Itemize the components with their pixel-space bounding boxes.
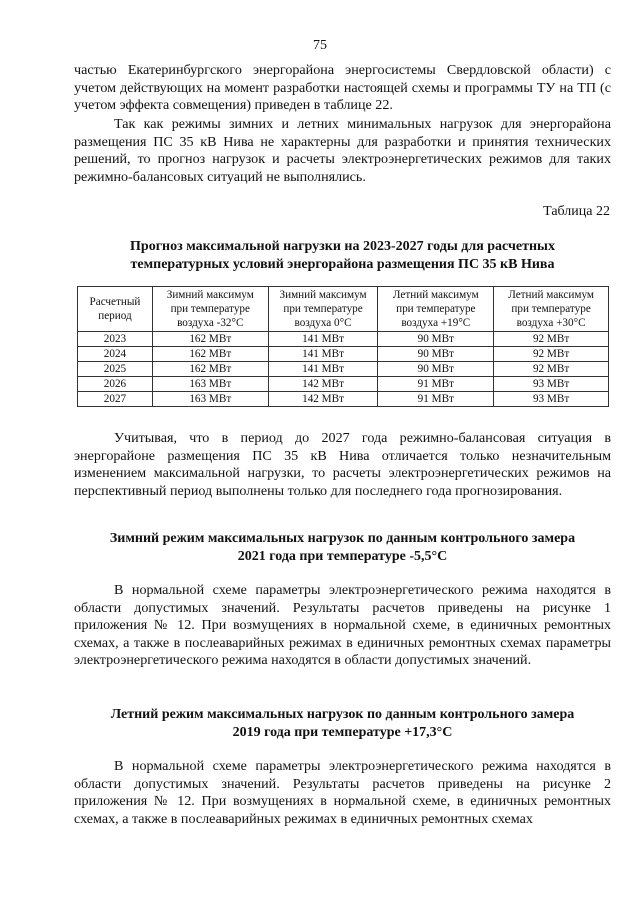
- table-header-row: [78, 287, 609, 332]
- cell-year: 2025: [78, 362, 153, 377]
- cell-winter-0: 141 МВт: [268, 332, 378, 347]
- table-row: [78, 347, 609, 362]
- header-winter-0-line-2: при температуре: [283, 303, 363, 315]
- cell-summer-30: 92 МВт: [494, 362, 609, 377]
- cell-winter-32: 163 МВт: [152, 377, 268, 392]
- table-row: [78, 377, 609, 392]
- header-winter-0-line-3: воздуха 0°С: [294, 317, 352, 329]
- cell-summer-30: 92 МВт: [494, 332, 609, 347]
- cell-winter-0: 141 МВт: [268, 347, 378, 362]
- header-period: [78, 287, 153, 332]
- cell-summer-30: 93 МВт: [494, 392, 609, 407]
- load-forecast-table: [77, 286, 609, 407]
- heading-winter-line-1: Зимний режим максимальных нагрузок по данным контрольного замера: [109, 531, 576, 546]
- cell-summer-30: 93 МВт: [494, 377, 609, 392]
- header-period-line-2: период: [98, 310, 132, 322]
- heading-summer-regime: [74, 706, 611, 741]
- cell-winter-0: 141 МВт: [268, 362, 378, 377]
- paragraph-intro-continuation: частью Екатеринбургского энергорайона энергосистемы Свердловской области) с учетом действующих на момент разработки настоящей схемы и программы ТУ на ТП (с учетом эффекта совмещения) приведен в таблице 22.: [74, 62, 611, 114]
- header-summer-30-line-1: Летний максимум: [508, 289, 594, 301]
- header-summer-19-line-2: при температуре: [396, 303, 476, 315]
- cell-summer-19: 91 МВт: [378, 377, 494, 392]
- table-title: [74, 238, 611, 273]
- heading-winter-regime: [74, 530, 611, 565]
- cell-year: 2026: [78, 377, 153, 392]
- header-summer-19-line-3: воздуха +19°С: [401, 317, 471, 329]
- heading-summer-line-1: Летний режим максимальных нагрузок по данным контрольного замера: [110, 707, 575, 722]
- cell-year: 2023: [78, 332, 153, 347]
- header-summer-19-line-1: Летний максимум: [392, 289, 479, 301]
- cell-summer-19: 90 МВт: [378, 362, 494, 377]
- cell-winter-0: 142 МВт: [268, 377, 378, 392]
- paragraph-perspective: Учитывая, что в период до 2027 года режимно-балансовая ситуация в энергорайоне размещения ПС 35 кВ Нива отличается только незначительным изменением максимальной нагрузки, то расчеты электроэнергетических режимов на перспективный период выполнены только для последнего года прогнозирования.: [74, 430, 611, 499]
- page-number: 75: [313, 38, 327, 53]
- header-winter-32-line-2: при температуре: [170, 303, 250, 315]
- header-summer-30-line-2: при температуре: [511, 303, 591, 315]
- heading-summer-line-2: 2019 года при температуре +17,3°С: [232, 724, 453, 740]
- cell-winter-32: 163 МВт: [152, 392, 268, 407]
- cell-winter-0: 142 МВт: [268, 392, 378, 407]
- cell-winter-32: 162 МВт: [152, 332, 268, 347]
- table-row: [78, 332, 609, 347]
- table-title-line-2: температурных условий энергорайона размещения ПС 35 кВ Нива: [130, 256, 555, 272]
- header-winter-32-line-3: воздуха -32°С: [177, 317, 244, 329]
- header-winter-32: [152, 287, 268, 332]
- cell-winter-32: 162 МВт: [152, 362, 268, 377]
- paragraph-summer-results: В нормальной схеме параметры электроэнергетического режима находятся в области допустимых значений. Результаты расчетов приведены на рисунке 2 приложения № 12. При возмущениях в нормальной схеме, в единичных ремонтных схемах, а также в послеаварийных режимах в единичных ремонтных схемах: [74, 758, 611, 827]
- cell-winter-32: 162 МВт: [152, 347, 268, 362]
- heading-winter-line-2: 2021 года при температуре -5,5°С: [237, 548, 448, 564]
- header-summer-19: [378, 287, 494, 332]
- header-summer-30: [494, 287, 609, 332]
- cell-year: 2024: [78, 347, 153, 362]
- cell-year: 2027: [78, 392, 153, 407]
- table-label: Таблица 22: [543, 204, 610, 219]
- cell-summer-19: 91 МВт: [378, 392, 494, 407]
- header-winter-32-line-1: Зимний максимум: [166, 289, 254, 301]
- paragraph-winter-results: В нормальной схеме параметры электроэнергетического режима находятся в области допустимых значений. Результаты расчетов приведены на рисунке 1 приложения № 12. При возмущениях в нормальной схеме, в единичных ремонтных схемах, а также в послеаварийных режимах в единичных ремонтных схемах параметры электроэнергетического режима находятся в области допустимых значений.: [74, 582, 611, 669]
- cell-summer-19: 90 МВт: [378, 347, 494, 362]
- header-summer-30-line-3: воздуха +30°С: [516, 317, 586, 329]
- table-row: [78, 362, 609, 377]
- table-row: [78, 392, 609, 407]
- table-title-line-1: Прогноз максимальной нагрузки на 2023-2027 годы для расчетных: [130, 239, 555, 254]
- header-period-line-1: Расчетный: [89, 296, 141, 308]
- paragraph-min-loads: Так как режимы зимних и летних минимальных нагрузок для энергорайона размещения ПС 35 кВ Нива не характерны для разработки и принятия технических решений, то прогноз нагрузок и расчеты электроэнергетических режимов для таких режимно-балансовых ситуаций не выполнялись.: [74, 116, 611, 185]
- header-winter-0: [268, 287, 378, 332]
- cell-summer-19: 90 МВт: [378, 332, 494, 347]
- header-winter-0-line-1: Зимний максимум: [279, 289, 367, 301]
- cell-summer-30: 92 МВт: [494, 347, 609, 362]
